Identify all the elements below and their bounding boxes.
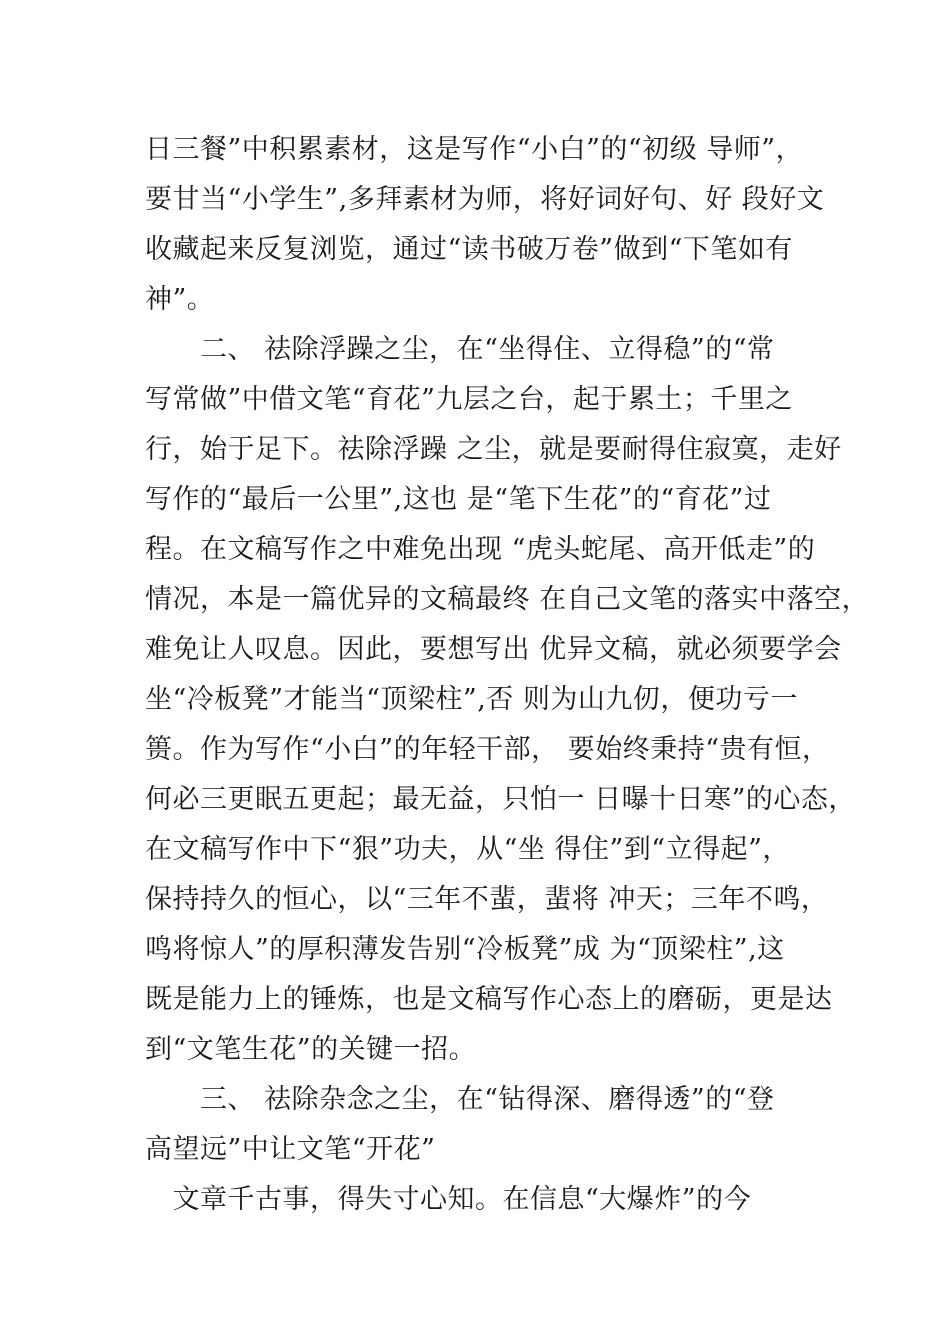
text-line-16: 保持持久的恒心，以“三年不蜚，蜚将 冲天；三年不鸣， bbox=[145, 884, 829, 915]
section-heading-2: 二、 祛除浮躁之尘，在“坐得住、立得稳”的“常 bbox=[145, 334, 775, 365]
text-line-22: 文章千古事，得失寸心知。在信息“大爆炸”的今 bbox=[145, 1184, 752, 1215]
text-line-14: 何必三更眠五更起；最无益，只怕一 日曝十日寒”的心态， bbox=[145, 784, 856, 815]
text-line-21: 高望远”中让文笔“开花” bbox=[145, 1134, 436, 1165]
section-heading-3: 三、 祛除杂念之尘，在“钻得深、磨得透”的“登 bbox=[145, 1084, 775, 1115]
text-line-3: 收藏起来反复浏览，通过“读书破万卷”做到“下笔如有 bbox=[145, 234, 793, 265]
text-line-7: 行，始于足下。祛除浮躁 之尘，就是要耐得住寂寞，走好 bbox=[145, 434, 842, 465]
text-line-1: 日三餐”中积累素材，这是写作“小白”的“初级 导师”， bbox=[145, 134, 804, 165]
text-line-9: 程。在文稿写作之中难免出现 “虎头蛇尾、高开低走”的 bbox=[145, 534, 816, 565]
text-line-18: 既是能力上的锤炼，也是文稿写作心态上的磨砺，更是达 bbox=[145, 984, 833, 1015]
text-line-19: 到“文笔生花”的关键一招。 bbox=[145, 1034, 477, 1065]
text-line-8: 写作的“最后一公里”,这也 是“笔下生花”的“育花”过 bbox=[145, 484, 772, 515]
text-line-2: 要甘当“小学生”,多拜素材为师，将好词好句、好 段好文 bbox=[145, 184, 825, 215]
text-line-15: 在文稿写作中下“狠”功夫，从“坐 得住”到“立得起”， bbox=[145, 834, 790, 865]
text-line-13: 篑。作为写作“小白”的年轻干部， 要始终秉持“贵有恒， bbox=[145, 734, 830, 765]
text-line-4: 神”。 bbox=[145, 284, 215, 315]
text-line-6: 写常做”中借文笔“育花”九层之台，起于累土；千里之 bbox=[145, 384, 793, 415]
text-line-17: 鸣将惊人”的厚积薄发告别“冷板凳”成 为“顶梁柱”,这 bbox=[145, 934, 785, 965]
text-line-12: 坐“冷板凳”才能当“顶梁柱”,否 则为山九仞，便功亏一 bbox=[145, 684, 798, 715]
text-line-10: 情况，本是一篇优异的文稿最终 在自己文笔的落实中落空， bbox=[145, 584, 870, 615]
text-line-11: 难免让人叹息。因此，要想写出 优异文稿，就必须要学会 bbox=[145, 634, 842, 665]
